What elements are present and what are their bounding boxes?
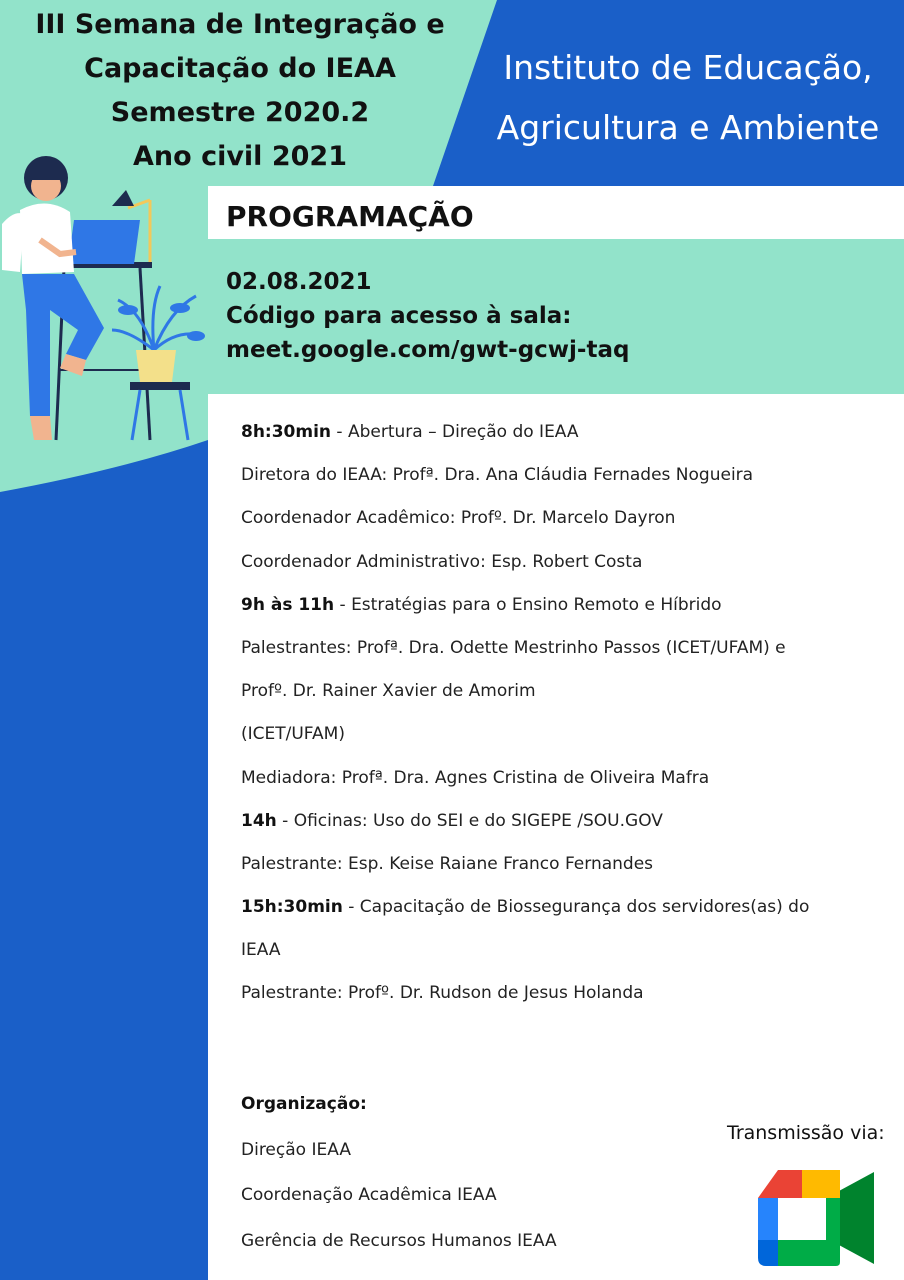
institute-name-line-1: Instituto de Educação,: [503, 48, 873, 87]
schedule-line: Coordenador Acadêmico: Profº. Dr. Marcelo Dayron: [241, 508, 676, 529]
event-title-line-2: Capacitação do IEAA: [84, 53, 396, 84]
organization-section: [241, 1090, 557, 1272]
meet-link[interactable]: meet.google.com/gwt-gcwj-taq: [226, 337, 630, 363]
schedule-line: Diretora do IEAA: Profª. Dra. Ana Cláudia Fernades Nogueira: [241, 465, 754, 486]
schedule-line: [241, 415, 881, 458]
schedule-time: 14h: [241, 810, 277, 831]
meeting-info: [226, 265, 629, 367]
schedule-line: Palestrantes: Profª. Dra. Odette Mestrinho Passos (ICET/UFAM) e: [241, 637, 786, 658]
schedule-line: [241, 804, 881, 847]
schedule-line: IEAA: [241, 940, 281, 961]
schedule-time: 15h:30min: [241, 897, 343, 918]
event-title-line-3: Semestre 2020.2: [110, 97, 370, 128]
access-code-label: Código para acesso à sala:: [226, 303, 572, 329]
schedule-time: 9h às 11h: [241, 594, 335, 615]
schedule-text: - Oficinas: Uso do SEI e do SIGEPE /SOU.GOV: [276, 810, 663, 831]
organization-title: Organização:: [241, 1094, 367, 1114]
schedule-list: [241, 415, 881, 1020]
schedule-line: Mediadora: Profª. Dra. Agnes Cristina de Oliveira Mafra: [241, 767, 710, 788]
program-title: PROGRAMAÇÃO: [226, 200, 474, 233]
organization-item: Direção IEAA: [241, 1139, 351, 1160]
schedule-time: 8h:30min: [241, 422, 332, 442]
institute-name-line-2: Agricultura e Ambiente: [496, 108, 880, 147]
schedule-line: Palestrante: Esp. Keise Raiane Franco Fernandes: [241, 853, 654, 874]
schedule-text: - Abertura – Direção do IEAA: [331, 422, 579, 442]
schedule-line: [241, 890, 881, 933]
schedule-line: (ICET/UFAM): [241, 724, 345, 745]
woman-laptop-illustration-icon: [0, 140, 210, 450]
event-date: 02.08.2021: [226, 269, 372, 295]
institute-name: [472, 38, 904, 158]
event-title-line-4: Ano civil 2021: [133, 141, 347, 172]
schedule-line: Palestrante: Profº. Dr. Rudson de Jesus Holanda: [241, 983, 644, 1004]
schedule-text: - Capacitação de Biossegurança dos servidores(as) do: [342, 897, 810, 918]
transmission-label: Transmissão via:: [727, 1122, 885, 1144]
schedule-line: Profº. Dr. Rainer Xavier de Amorim: [241, 681, 536, 702]
schedule-text: - Estratégias para o Ensino Remoto e Híbrido: [334, 594, 722, 615]
google-meet-icon: [756, 1168, 878, 1268]
organization-item: Coordenação Acadêmica IEAA: [241, 1185, 497, 1205]
schedule-line: Coordenador Administrativo: Esp. Robert Costa: [241, 551, 643, 572]
organization-item: Gerência de Recursos Humanos IEAA: [241, 1230, 557, 1251]
schedule-line: [241, 588, 881, 631]
event-title-line-1: III Semana de Integração e: [35, 9, 445, 40]
